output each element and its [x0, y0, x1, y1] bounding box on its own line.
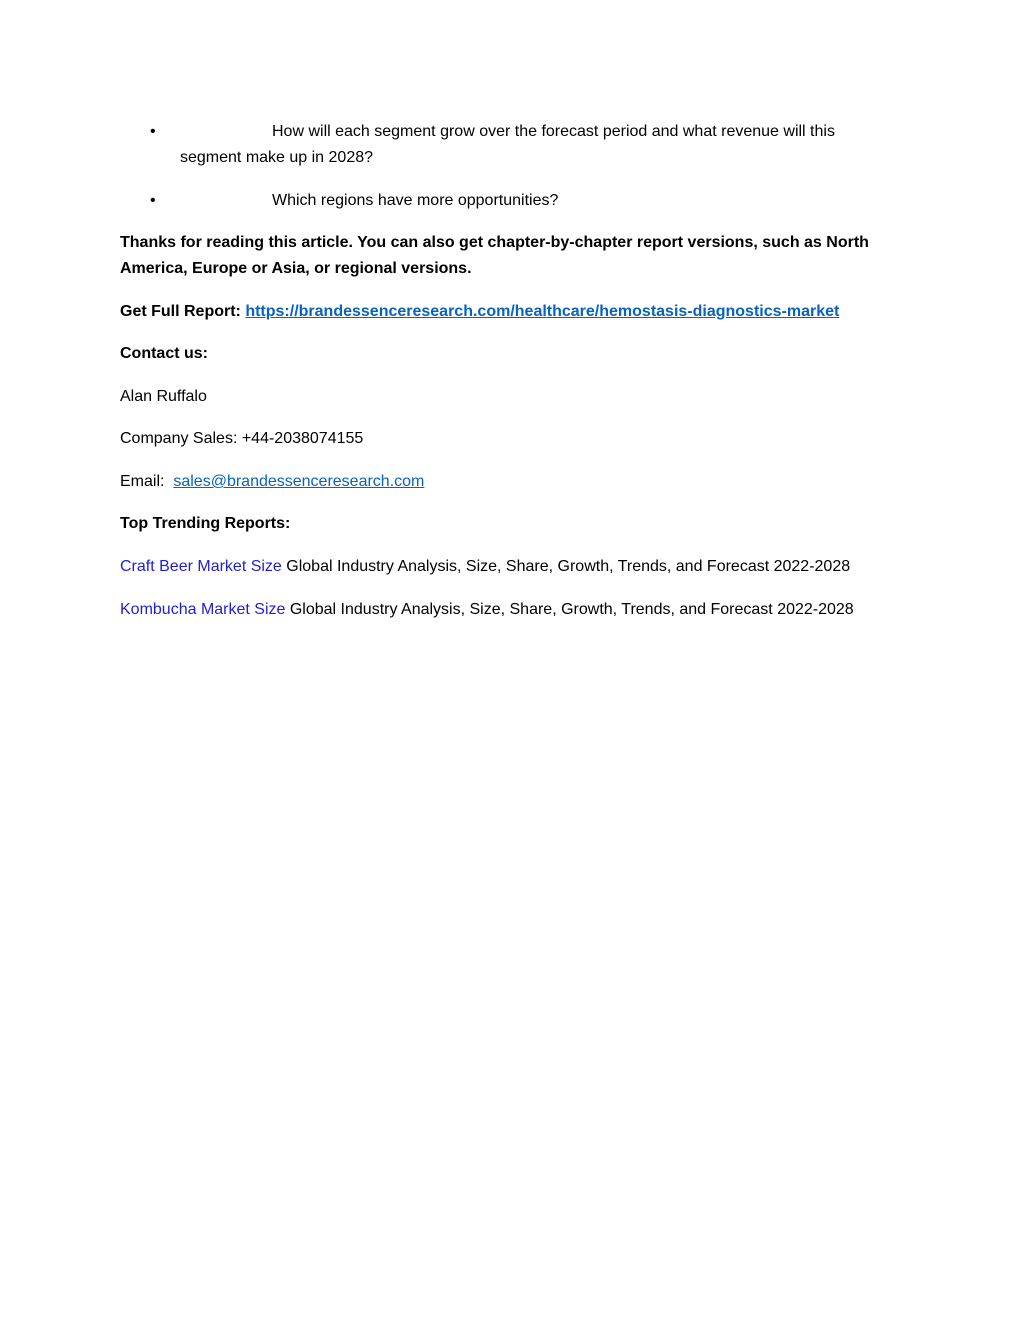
full-report-link[interactable]: https://brandessenceresearch.com/healthcare/hemostasis-diagnostics-market	[245, 303, 840, 320]
bullet-text: Which regions have more opportunities?	[272, 192, 559, 209]
trending-report-item	[120, 554, 920, 580]
bullet-item	[120, 188, 890, 214]
contact-sales: Company Sales: +44-2038074155	[120, 430, 364, 447]
thanks-paragraph: Thanks for reading this article. You can also get chapter-by-chapter report versions, such as North America, Europe or Asia, or regional versions.	[120, 234, 869, 277]
contact-heading: Contact us:	[120, 345, 208, 362]
bullet-text: How will each segment grow over the forecast period and what revenue will this segment make up in 2028?	[180, 123, 835, 166]
trending-report-item	[120, 597, 920, 623]
report-link-kombucha[interactable]: Kombucha Market Size	[120, 601, 286, 618]
email-label: Email:	[120, 473, 174, 490]
contact-name: Alan Ruffalo	[120, 388, 207, 405]
email-link[interactable]: sales@brandessenceresearch.com	[173, 473, 425, 490]
full-report-label: Get Full Report:	[120, 303, 246, 320]
trending-heading: Top Trending Reports:	[120, 515, 291, 532]
contact-email-line	[120, 469, 890, 495]
report-description: Global Industry Analysis, Size, Share, Growth, Trends, and Forecast 2022-2028	[285, 601, 854, 618]
bullet-symbol: •	[150, 192, 156, 209]
report-description: Global Industry Analysis, Size, Share, Growth, Trends, and Forecast 2022-2028	[281, 558, 851, 575]
bullet-symbol: •	[150, 123, 156, 140]
full-report-line	[120, 299, 890, 325]
bullet-item	[120, 119, 890, 171]
report-link-craft-beer[interactable]: Craft Beer Market Size	[120, 558, 282, 575]
